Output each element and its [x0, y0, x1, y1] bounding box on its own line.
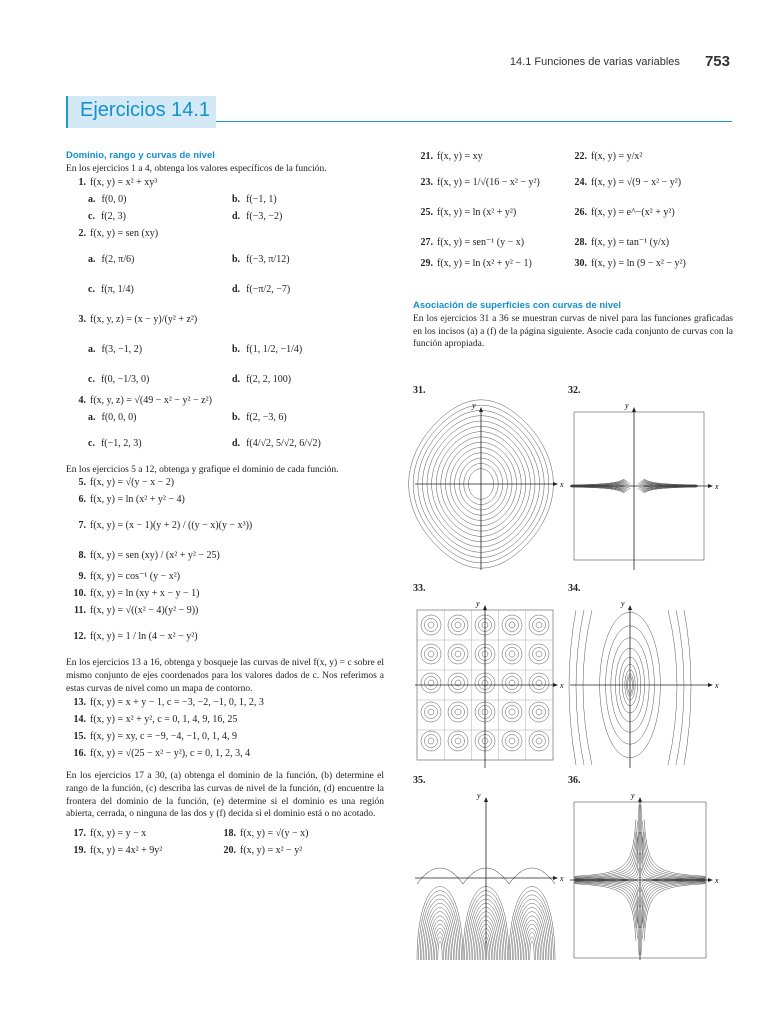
contour-circle: [533, 735, 546, 748]
contour-arch: [433, 929, 447, 961]
exercises-27-28: 27. f(x, y) = sen⁻¹ (y − x) 28. f(x, y) = tan⁻¹ (y/x): [420, 237, 670, 248]
running-header: [510, 52, 730, 69]
x-axis-label: x: [560, 874, 564, 883]
exercise-15: 15. f(x, y) = xy, c = −9, −4, −1, 0, 1, 4, 9: [73, 730, 237, 742]
contour-circle: [506, 619, 519, 632]
contour-circle: [428, 709, 434, 715]
exercises-title: Ejercicios 14.1: [80, 99, 211, 121]
contour-circle: [533, 677, 546, 690]
intro-5-12: En los ejercicios 5 a 12, obtenga y grafique el dominio de cada función.: [66, 464, 339, 475]
contour-circle: [448, 731, 468, 751]
exercises-25-26: 25. f(x, y) = ln (x² + y²) 26. f(x, y) = e^−(x² + y²): [420, 207, 675, 218]
contour-circle: [536, 738, 542, 744]
exercise-2-ab: a. f(2, π/6) b. f(−3, π/12): [88, 253, 290, 265]
contour-plot-31: [413, 402, 563, 572]
x-axis-label: x: [715, 876, 719, 885]
contour-circle: [425, 735, 438, 748]
contour-circle: [428, 738, 434, 744]
plot-label-34: 34.: [568, 583, 581, 594]
contour-arch: [417, 887, 463, 961]
exercises-title-box: [66, 96, 216, 128]
exercise-4-cd: c. f(−1, 2, 3) d. f(4/√2, 5/√2, 6/√2): [88, 437, 321, 449]
contour-plot-35: [413, 792, 563, 962]
contour-circle: [502, 702, 522, 722]
plot-label-33: 33.: [413, 583, 426, 594]
contour-line: [684, 610, 691, 765]
section-heading-domain: Dominio, rango y curvas de nivel: [66, 150, 215, 161]
contour-plot-32: [568, 402, 718, 572]
contour-line: [668, 610, 677, 765]
contour-circle: [448, 644, 468, 664]
contour-circle: [448, 673, 468, 693]
contour-circle: [455, 709, 461, 715]
plot-label-36: 36.: [568, 775, 581, 786]
x-axis-arrow: [708, 484, 713, 488]
contour-line: [575, 883, 637, 928]
plot-label-35: 35.: [413, 775, 426, 786]
contour-circle: [506, 706, 519, 719]
contour-circle: [428, 622, 434, 628]
exercise-3-cd: c. f(0, −1/3, 0) d. f(2, 2, 100): [88, 373, 292, 385]
exercise-1-cd: c. f(2, 3) d. f(−3, −2): [88, 210, 283, 222]
contour-line: [643, 882, 706, 939]
contour-circle: [536, 622, 542, 628]
exercise-3-ab: a. f(3, −1, 2) b. f(1, 1/2, −1/4): [88, 343, 303, 355]
contour-line: [575, 821, 638, 878]
contour-line: [644, 487, 696, 493]
contour-circle: [506, 735, 519, 748]
contour-line: [644, 819, 706, 876]
plot-cell-34: [568, 583, 718, 770]
contour-line: [641, 881, 706, 955]
exercises-21-22: 21. f(x, y) = xy 22. f(x, y) = y/x²: [420, 151, 643, 162]
x-axis-label: x: [560, 480, 564, 489]
exercise-7: 7. f(x, y) = (x − 1)(y + 2) / ((y − x)(y − x³)): [78, 520, 253, 532]
contour-line: [575, 881, 640, 928]
y-axis-arrow: [484, 797, 488, 802]
contour-plot-36: [568, 792, 718, 962]
contour-line: [583, 610, 592, 765]
contour-circle: [448, 702, 468, 722]
y-axis-label: y: [476, 599, 480, 608]
contour-circle: [455, 622, 461, 628]
title-rule: [216, 121, 732, 122]
contour-circle: [529, 731, 549, 751]
exercise-16: 16. f(x, y) = √(25 − x² − y²), c = 0, 1, 2, 3, 4: [73, 747, 251, 759]
contour-circle: [506, 677, 519, 690]
right-column: [413, 150, 733, 351]
plot-cell-36: [568, 775, 718, 962]
exercises-19-20: 19. f(x, y) = 4x² + 9y² 20. f(x, y) = x² − y²: [73, 845, 303, 857]
contour-circle: [455, 651, 461, 657]
intro-13-16: En los ejercicios 13 a 16, obtenga y bosqueje las curvas de nivel f(x, y) = c sobre el mismo conjunto de ejes coordenados para los valores dados de c. Nos referimos a estas curvas de nivel como un mapa de contorno.: [66, 658, 384, 695]
contour-circle: [529, 702, 549, 722]
y-axis-arrow: [628, 605, 632, 610]
contour-arch: [530, 941, 534, 960]
contour-circle: [502, 731, 522, 751]
contour-circle: [425, 706, 438, 719]
contour-arch: [427, 912, 454, 960]
contour-arch: [525, 929, 539, 961]
exercise-8: 8. f(x, y) = sen (xy) / (x² + y² − 25): [78, 550, 220, 562]
contour-line: [641, 805, 706, 879]
contour-circle: [502, 673, 522, 693]
contour-circle: [428, 651, 434, 657]
plot-label-32: 32.: [568, 385, 581, 396]
y-axis-arrow: [479, 407, 483, 412]
x-axis-arrow: [708, 878, 713, 882]
contour-line: [575, 819, 637, 876]
intro-17-30: En los ejercicios 17 a 30, (a) obtenga el dominio de la función, (b) determine el rango de la función, (c) describa las curvas de nivel de la función, (d) encuentre la frontera del dominio de la función, (e) determine si el dominio es una región abierta, cerrada, o ninguna de las dos y (f) decida si el dominio está o no acotado.: [66, 770, 384, 820]
plot-cell-31: [413, 385, 563, 572]
contour-circle: [455, 738, 461, 744]
contour-circle: [421, 702, 441, 722]
contour-line: [575, 881, 640, 955]
exercise-10: 10. f(x, y) = ln (xy + x − y − 1): [73, 588, 200, 600]
contour-line: [644, 884, 706, 941]
contour-circle: [421, 731, 441, 751]
contour-line: [575, 837, 638, 879]
exercise-13: 13. f(x, y) = x + y − 1, c = −3, −2, −1, 0, 1, 2, 3: [73, 696, 264, 708]
exercise-6: 6. f(x, y) = ln (x² + y² − 4): [78, 494, 185, 506]
contour-circle: [509, 738, 515, 744]
contour-line: [572, 479, 624, 485]
contour-line: [575, 882, 638, 924]
contour-circle: [509, 622, 515, 628]
contour-line: [641, 881, 706, 928]
contour-circle: [533, 706, 546, 719]
exercise-14: 14. f(x, y) = x² + y², c = 0, 1, 4, 9, 16, 25: [73, 713, 238, 725]
contour-line: [643, 837, 706, 879]
exercise-4-ab: a. f(0, 0, 0) b. f(2, −3, 6): [88, 411, 287, 423]
y-axis-label: y: [631, 791, 635, 800]
contour-circle: [536, 709, 542, 715]
contour-line: [575, 882, 638, 939]
contour-circle: [502, 644, 522, 664]
exercises-29-30: 29. f(x, y) = ln (x² + y² − 1) 30. f(x, y) = ln (9 − x² − y²): [420, 258, 686, 269]
contour-line: [644, 479, 696, 485]
x-axis-arrow: [708, 683, 713, 687]
exercise-11: 11. f(x, y) = √((x² − 4)(y² − 9)): [74, 605, 199, 617]
contour-line: [643, 882, 706, 924]
contour-circle: [421, 673, 441, 693]
exercise-3: 3. f(x, y, z) = (x − y)/(y² + z²): [78, 313, 198, 325]
contour-circle: [509, 709, 515, 715]
contour-circle: [533, 648, 546, 661]
contour-circle: [509, 651, 515, 657]
exercise-12: 12. f(x, y) = 1 / ln (4 − x² − y²): [73, 631, 198, 643]
contour-line: [569, 610, 576, 765]
contour-line: [644, 832, 706, 877]
contour-circle: [529, 615, 549, 635]
exercise-2-cd: c. f(π, 1/4) d. f(−π/2, −7): [88, 283, 291, 295]
contour-circle: [452, 677, 465, 690]
contour-circle: [452, 735, 465, 748]
y-axis-arrow: [638, 797, 642, 802]
intro-1-4: En los ejercicios 1 a 4, obtenga los valores específicos de la función.: [66, 163, 327, 174]
contour-line: [572, 487, 624, 493]
contour-arch: [528, 937, 536, 960]
contour-circle: [502, 615, 522, 635]
contour-circle: [425, 648, 438, 661]
contour-circle: [421, 644, 441, 664]
x-axis-arrow: [553, 482, 558, 486]
contour-arch: [436, 937, 444, 960]
exercise-5: 5. f(x, y) = √(y − x − 2): [78, 477, 175, 489]
x-axis-label: x: [715, 681, 719, 690]
plot-cell-35: [413, 775, 563, 962]
x-axis-arrow: [553, 683, 558, 687]
exercise-9: 9. f(x, y) = cos⁻¹ (y − x²): [78, 571, 181, 583]
contour-circle: [529, 644, 549, 664]
y-axis-arrow: [632, 407, 636, 412]
section-title: 14.1 Funciones de varias variables: [509, 56, 680, 68]
plot-cell-33: [413, 583, 563, 770]
left-column: [66, 150, 384, 861]
contour-arch: [509, 887, 555, 961]
contour-circle: [425, 677, 438, 690]
contour-plot-34: [568, 600, 718, 770]
exercises-17-18: 17. f(x, y) = y − x 18. f(x, y) = √(y − x): [73, 828, 309, 840]
plot-label-31: 31.: [413, 385, 426, 396]
contour-circle: [529, 673, 549, 693]
contour-line: [644, 883, 706, 928]
contour-circle: [448, 615, 468, 635]
exercise-1-ab: a. f(0, 0) b. f(−1, 1): [88, 193, 277, 205]
contour-circle: [506, 648, 519, 661]
contour-arch: [519, 912, 546, 960]
x-axis-label: x: [560, 681, 564, 690]
contour-circle: [536, 651, 542, 657]
contour-circle: [425, 619, 438, 632]
x-axis-arrow: [553, 876, 558, 880]
contour-circle: [421, 615, 441, 635]
contour-line: [575, 805, 640, 879]
contour-circle: [452, 706, 465, 719]
exercise-4: 4. f(x, y, z) = √(49 − x² − y² − z²): [78, 394, 212, 406]
contour-line: [641, 832, 706, 879]
exercise-1: 1. f(x, y) = x² + xy³: [78, 176, 158, 188]
x-axis-label: x: [715, 482, 719, 491]
exercise-2: 2. f(x, y) = sen (xy): [78, 227, 159, 239]
contour-circle: [452, 619, 465, 632]
exercises-23-24: 23. f(x, y) = 1/√(16 − x² − y²) 24. f(x, y) = √(9 − x² − y²): [420, 177, 682, 188]
y-axis-label: y: [621, 599, 625, 608]
contour-line: [575, 832, 637, 877]
contour-arch: [438, 941, 442, 960]
contour-line: [643, 821, 706, 878]
section-heading-matching: Asociación de superficies con curvas de nivel: [413, 300, 622, 311]
contour-circle: [452, 648, 465, 661]
contour-plots: [413, 385, 733, 945]
plot-cell-32: [568, 385, 718, 572]
contour-line: [575, 884, 637, 941]
contour-line: [575, 832, 640, 879]
y-axis-arrow: [483, 605, 487, 610]
y-axis-label: y: [477, 791, 481, 800]
intro-31-36: En los ejercicios 31 a 36 se muestran curvas de nivel para las funciones graficadas en los incisos (a) a (f) de la página siguiente. Asocie cada conjunto de curvas con la función apropiada.: [413, 313, 733, 350]
y-axis-label: y: [625, 401, 629, 410]
contour-plot-33: [413, 600, 563, 770]
y-axis-label: y: [472, 401, 476, 410]
page-number: 753: [704, 53, 730, 70]
contour-circle: [533, 619, 546, 632]
